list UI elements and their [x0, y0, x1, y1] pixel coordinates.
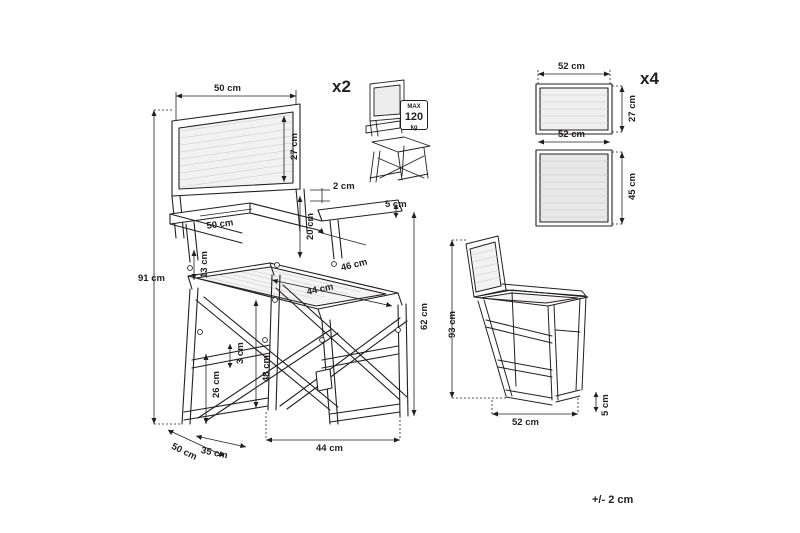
dim-arm-thickness: 5 cm — [385, 199, 407, 210]
dim-arm-height-from-seat: 13 cm — [199, 251, 210, 278]
dim-backrest-width: 50 cm — [214, 83, 241, 94]
dim-gap-back-to-arm: 2 cm — [333, 181, 355, 192]
max-load-line2: 120 — [404, 111, 424, 123]
tolerance-note: +/- 2 cm — [592, 494, 634, 506]
dim-seat-depth: 35 cm — [199, 445, 229, 462]
quantity-chairs: x2 — [332, 77, 351, 96]
dim-foot-bar-height: 3 cm — [235, 342, 246, 364]
dim-total-height: 91 cm — [138, 273, 165, 284]
dim-back-cover-width: 52 cm — [558, 61, 585, 72]
dim-leg-cross-height: 26 cm — [211, 371, 222, 398]
dim-arm-length: 46 cm — [339, 256, 369, 274]
max-load-badge — [400, 100, 428, 130]
max-load-line3: kg — [410, 125, 418, 131]
dim-seat-cover-width: 52 cm — [558, 129, 585, 140]
dim-back-post-to-seat: 20 cm — [305, 213, 316, 240]
dim-front-width: 44 cm — [316, 443, 343, 454]
dim-seat-cover-height: 45 cm — [627, 173, 638, 200]
dim-seat-width-top: 44 cm — [305, 281, 335, 298]
quantity-covers: x4 — [640, 69, 659, 88]
max-load-line1: MAX — [407, 104, 421, 110]
dim-base-depth: 50 cm — [169, 441, 199, 463]
dim-armrest-depth: 50 cm — [205, 217, 235, 232]
dim-side-total-height: 93 cm — [447, 311, 458, 338]
dim-side-foot-thickness: 5 cm — [600, 394, 611, 416]
dim-side-depth: 52 cm — [512, 417, 539, 428]
dim-back-cover-height: 27 cm — [627, 95, 638, 122]
dim-overall-height-right: 62 cm — [419, 303, 430, 330]
dim-backrest-height: 27 cm — [289, 133, 300, 160]
dim-seat-height: 48 cm — [261, 355, 272, 382]
